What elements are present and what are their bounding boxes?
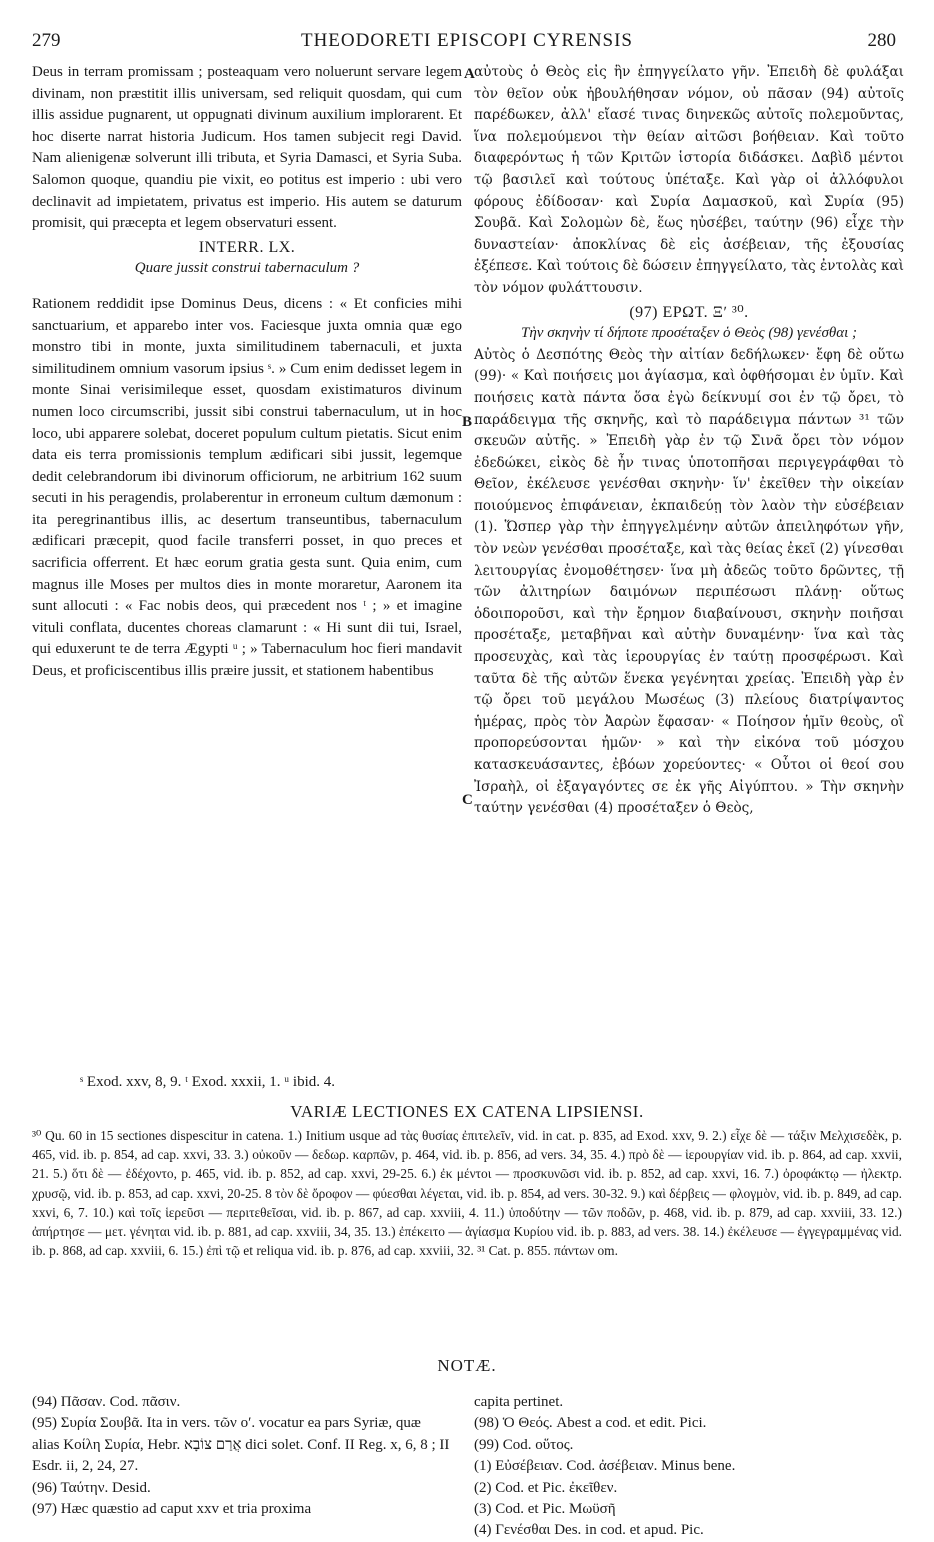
greek-paragraph-1: αὐτοὺς ὁ Θεὸς εἰς ἣν ἐπηγγείλατο γῆν. Ἐπειδὴ δὲ φυλάξαι τὸν θεῖον οὐκ ἠβουλήθησαν νόμον, οὐ πᾶσαν (94) αὐτοῖς παρέδωκεν, ἀλλ' εἴασέ τινας διηνεκῶς αὐτοῖς πολεμοῦντας, ἵνα πολεμούμενοι τὴν θείαν αἰτῶσι βοήθειαν. Καὶ τοῦτο διαφερόντως ἡ τῶν Κριτῶν ἱστορία διδάσκει. Δαβὶδ μέντοι τῷ βασιλεῖ καὶ τούτους ὑπέταξε. Καὶ γὰρ οἱ ἀλλόφυλοι φόρους ἐδίδοσαν· καὶ Συρία Δαμασκοῦ, καὶ Συρία (95) Σουβᾶ. Καὶ Σολομὼν δὲ, ἕως ηὐσέβει, ταύτην (96) εἶχε τὴν δυναστείαν· ἀποκλίνας δὲ εἰς ἀσέβειαν, τῆς ἐξουσίας ἐξέπεσε. Καὶ τούτοις δὲ δώσειν ἐπηγγείλατο, τὰς ἐντολὰς καὶ τὸν νόμον φυλάττουσιν. (474, 64, 904, 296)
greek-question-heading: (97) ΕΡΩΤ. Ξʹ ³⁰. (629, 303, 749, 321)
note-item: (96) Ταύτην. Desid. (32, 1479, 151, 1496)
note-item: capita pertinet. (474, 1394, 564, 1410)
note-item: (99) Cod. οὕτος. (474, 1436, 574, 1453)
margin-mark-c: C (462, 792, 473, 808)
note-item: (3) Cod. et Pic. Μωϋσῆ (474, 1501, 616, 1518)
page-number-right: 280 (867, 30, 896, 51)
running-title: THEODORETI EPISCOPI CYRENSIS (300, 30, 634, 51)
notes-title: NOTÆ. (437, 1356, 497, 1375)
notes-left-column (32, 1392, 452, 1520)
variae-lectiones-text: ³⁰ Qu. 60 in 15 sectiones dispescitur in catena. 1.) Initium usque ad τὰς θυσίας ἐπιτελεῖν, vid. in cat. p. 835, ad Exod. xxv, 9. 2.) εἶχε δὲ — τάξιν Μελχισεδὲκ, p. 465, vid. ib. p. 854, ad cap. xxvi, 33. 3.) οὐκοῦν — δεδωρ. καρπῶν, p. 464, vid. ib. p. 856, ad vers. 34, 35. 4.) πρὸ δὲ — ἱερουργίαν vid. ib. p. 864, ad cap. xxvii, 21. 5.) ὅτι δὲ — ἐδέχοντο, p. 465, vid. ib. p. 852, ad cap. xxvi, 29-25. 6.) ἐκ μέντοι — προσκυνῶσι vid. ib. p. 852, ad cap. xxvi, 16. 7.) ὀροφάκτῳ — ἠλεκτρ. χρυσῷ, vid. ib. p. 853, ad cap. xxvi, 20-25. 8 τὸν δὲ ὄροφον — φύεσθαι λέγεται, vid. ib. p. 854, ad vers. 30-32. 9.) καὶ δέρβεις — φλογμὸν, vid. ib. p. 849, ad cap. xxvi, 6, 7. 10.) καὶ τοῖς ἱερεῦσι — περιτεθεῖσαι, vid. ib. p. 867, ad cap. xxviii, 4. 11.) ὑποδύτην — τῶν ποδῶν, p. 468, vid. ib. p. 879, ad cap. xxviii, 33. 12.) ἀπήρτησε — μετ. γένηται vid. ib. p. 881, ad cap. xxviii, 34, 35. 13.) ἐπέκειτο — ἁγίασμα Κυρίου vid. ib. p. 883, ad vers. 38. 14.) ἐκέλευσε — ἐγγεγραμμένας vid. ib. p. 868, ad cap. xxviii, 6. 15.) ἐπὶ τῷ et reliqua vid. ib. p. 876, ad cap. xxviii, 32. ³¹ Cat. p. 855. πάντων om. (32, 1128, 902, 1259)
note-item: (4) Γενέσθαι Des. in cod. et apud. Pic. (474, 1522, 704, 1539)
note-item: (97) Hæc quæstio ad caput xxv et tria proxima (32, 1501, 312, 1518)
latin-question-title: Quare jussit construi tabernaculum ? (134, 260, 360, 277)
page-number-left: 279 (32, 30, 61, 51)
latin-paragraph-1: Deus in terram promissam ; posteaquam vero noluerunt servare legem divinam, non præstitit illis universam, sed reliquit quosdam, qui cum illis assidue pugnarent, ut oppugnati divinum auxilium implorarent. Et hoc diserte narrat historia Judicum. Hos tamen subjecit regi David. Nam alienigenæ solverunt illi tributa, et Syria Damasci, et Syria Suba. Salomon quoque, quandiu pie vixit, eo potitus est imperio : ubi vero declinavit ad impietatem, privatus est imperio. His autem se daturum promisit, qui præcepta et legem observaturi essent. (32, 64, 462, 232)
greek-column (474, 62, 904, 820)
note-item: (2) Cod. et Pic. ἐκεῖθεν. (474, 1479, 618, 1496)
note-item: (95) Συρία Σουβᾶ. Ita in vers. τῶν οʹ. vocatur ea pars Syriæ, quæ alias Κοίλη Συρία, Hebr. אֲרַם צוֹבָא dici solet. Conf. II Reg. x, 6, 8 ; II Esdr. ii, 2, 24, 27. (32, 1415, 450, 1475)
greek-paragraph-2: Αὐτὸς ὁ Δεσπότης Θεὸς τὴν αἰτίαν δεδήλωκεν· ἔφη δὲ οὕτω (99)· « Καὶ ποιήσεις μοι ἁγίασμα, καὶ ὀφθήσομαι ἐν ὑμῖν. Καὶ ποιήσεις κατὰ πάντα ὅσα ἐγὼ δείκνυμί σοι ἐν τῷ ὄρει, τὸ παράδειγμα τῆς σκηνῆς, καὶ τὸ παράδειγμα πάντων ³¹ τῶν σκευῶν αὐτῆς. » Ἐπειδὴ γὰρ ἐν τῷ Σινᾶ ὄρει τὸν νόμον ἐδεδώκει, εἰκὸς δὲ ἦν τινας ὑποτοπῆσαι περιγεγράφθαι τὸ Θεῖον, ἐκέλευσε γενέσθαι σκηνὴν· ἵν' ἐκεῖθεν τὴν οἰκείαν ποιούμενος ἐπιφάνειαν, ἐκπαιδεύῃ τὸν λαὸν τὴν εὐσέβειαν (1). Ὥσπερ γὰρ τὴν ἐπηγγελμένην αὐτῶν ἀπειληφότων γῆν, τὸν νεὼν γενέσθαι προσέταξε, καὶ τὰς θείας ἐκεῖ (2) γίνεσθαι λειτουργίας ἐνομοθέτησεν· ἵνα μὴ ἀδεῶς τοῦτο δρῶντες, τῇ τῶν ἀλιτηρίων δαιμόνων περιπέσωσι πλάνῃ· οὕτως ὁδοιποροῦσι, καὶ τὴν ἔρημον διαβαίνουσι, σκηνὴν ποιῆσαι προσέταξε, μεταβῆναι καὶ αὐτὴν δυναμένην· ἵνα καὶ τὰς προσευχὰς, καὶ τὰς ἱερουργίας ἐν ταύτῃ προσφέρωσι. Καὶ ταῦτα δὲ τῆς αὐτῶν ἕνεκα γεγένηται χρείας. Ἐπειδὴ γὰρ ἐν τῷ ὄρει τοῦ μεγάλου Μωσέως (3) πλείους διατρίψαντος ἡμέρας, πρὸς τὸν Ἀαρὼν ἔφασαν· « Ποίησον ἡμῖν θεοὺς, οἳ προπορεύσονται ἡμῶν· » καὶ τὴν εἰκόνα τοῦ μόσχου κατασκευάσαντες, ἐβόων χορεύοντες· « Οὗτοι οἱ θεοί σου Ἰσραὴλ, οἱ ἐξαγαγόντες σε ἐκ γῆς Αἰγύπτου. » Τὴν σκηνὴν ταύτην γενέσθαι (4) προσέταξεν ὁ Θεὸς, (474, 346, 904, 817)
greek-question-title: Τὴν σκηνὴν τί δήποτε προσέταξεν ὁ Θεὸς (98) γενέσθαι ; (521, 325, 857, 342)
margin-mark-b: B (462, 414, 473, 430)
margin-mark-a: A (464, 66, 475, 82)
note-item: (1) Εὐσέβειαν. Cod. ἀσέβειαν. Minus bene. (474, 1458, 736, 1475)
variae-lectiones-title: VARIÆ LECTIONES EX CATENA LIPSIENSI. (290, 1102, 644, 1121)
latin-paragraph-2: Rationem reddidit ipse Dominus Deus, dicens : « Et conficies mihi sanctuarium, et apparebo inter vos. Faciesque juxta omnia quæ ego monstro tibi in monte, juxta similitudinem tabernaculi, et juxta similitudinem omnium vasorum ipsius ˢ. » Cum enim dedisset legem in monte Sinai verisimileque esset, quosdam existimaturos divinum numen loco circumscribi, jussit sibi construi tabernaculum, ut in hoc loco, ubi apparere solebat, doceret populum cultum pietatis. Sicut enim data eis terra promissionis templum ædificari sibi jussit, legemque dedit celebrandorum ibi divinorum officiorum, ne arbitrium 162 suum secuti in his peragendis, prolaberentur in erroneum cultum dæmonum : ita peregrinantibus illis, ac desertum transeuntibus, tabernaculum ædificari præcepit, quod facile transferri posset, in quo preces et sacrificia offerrent. Et hæc eorum gratia gesta sunt. Quia enim, cum magnus ille Moses per multos dies in monte moraretur, Aaronem ita sunt allocuti : « Fac nobis deos, qui præcedent nos ᵗ ; » et imagine vituli conflata, ducentes choreas clamarunt : « Hi sunt dii tui, Israel, qui eduxerunt te de terra Ægypti ᵘ ; » Tabernaculum hoc fieri mandavit Deus, et proficiscentibus illis præire jussit, et stationem habentibus (32, 295, 462, 680)
latin-question-heading: INTERR. LX. (198, 238, 296, 256)
latin-footnotes: ˢ Exod. xxv, 8, 9. ᵗ Exod. xxxii, 1. ᵘ ibid. 4. (80, 1074, 335, 1090)
running-header (0, 30, 934, 56)
latin-column (32, 62, 462, 683)
note-item: (98) Ὁ Θεός. Abest a cod. et edit. Pici. (474, 1415, 707, 1432)
note-item: (94) Πᾶσαν. Cod. πᾶσιν. (32, 1394, 181, 1410)
notes-right-column (474, 1392, 904, 1542)
